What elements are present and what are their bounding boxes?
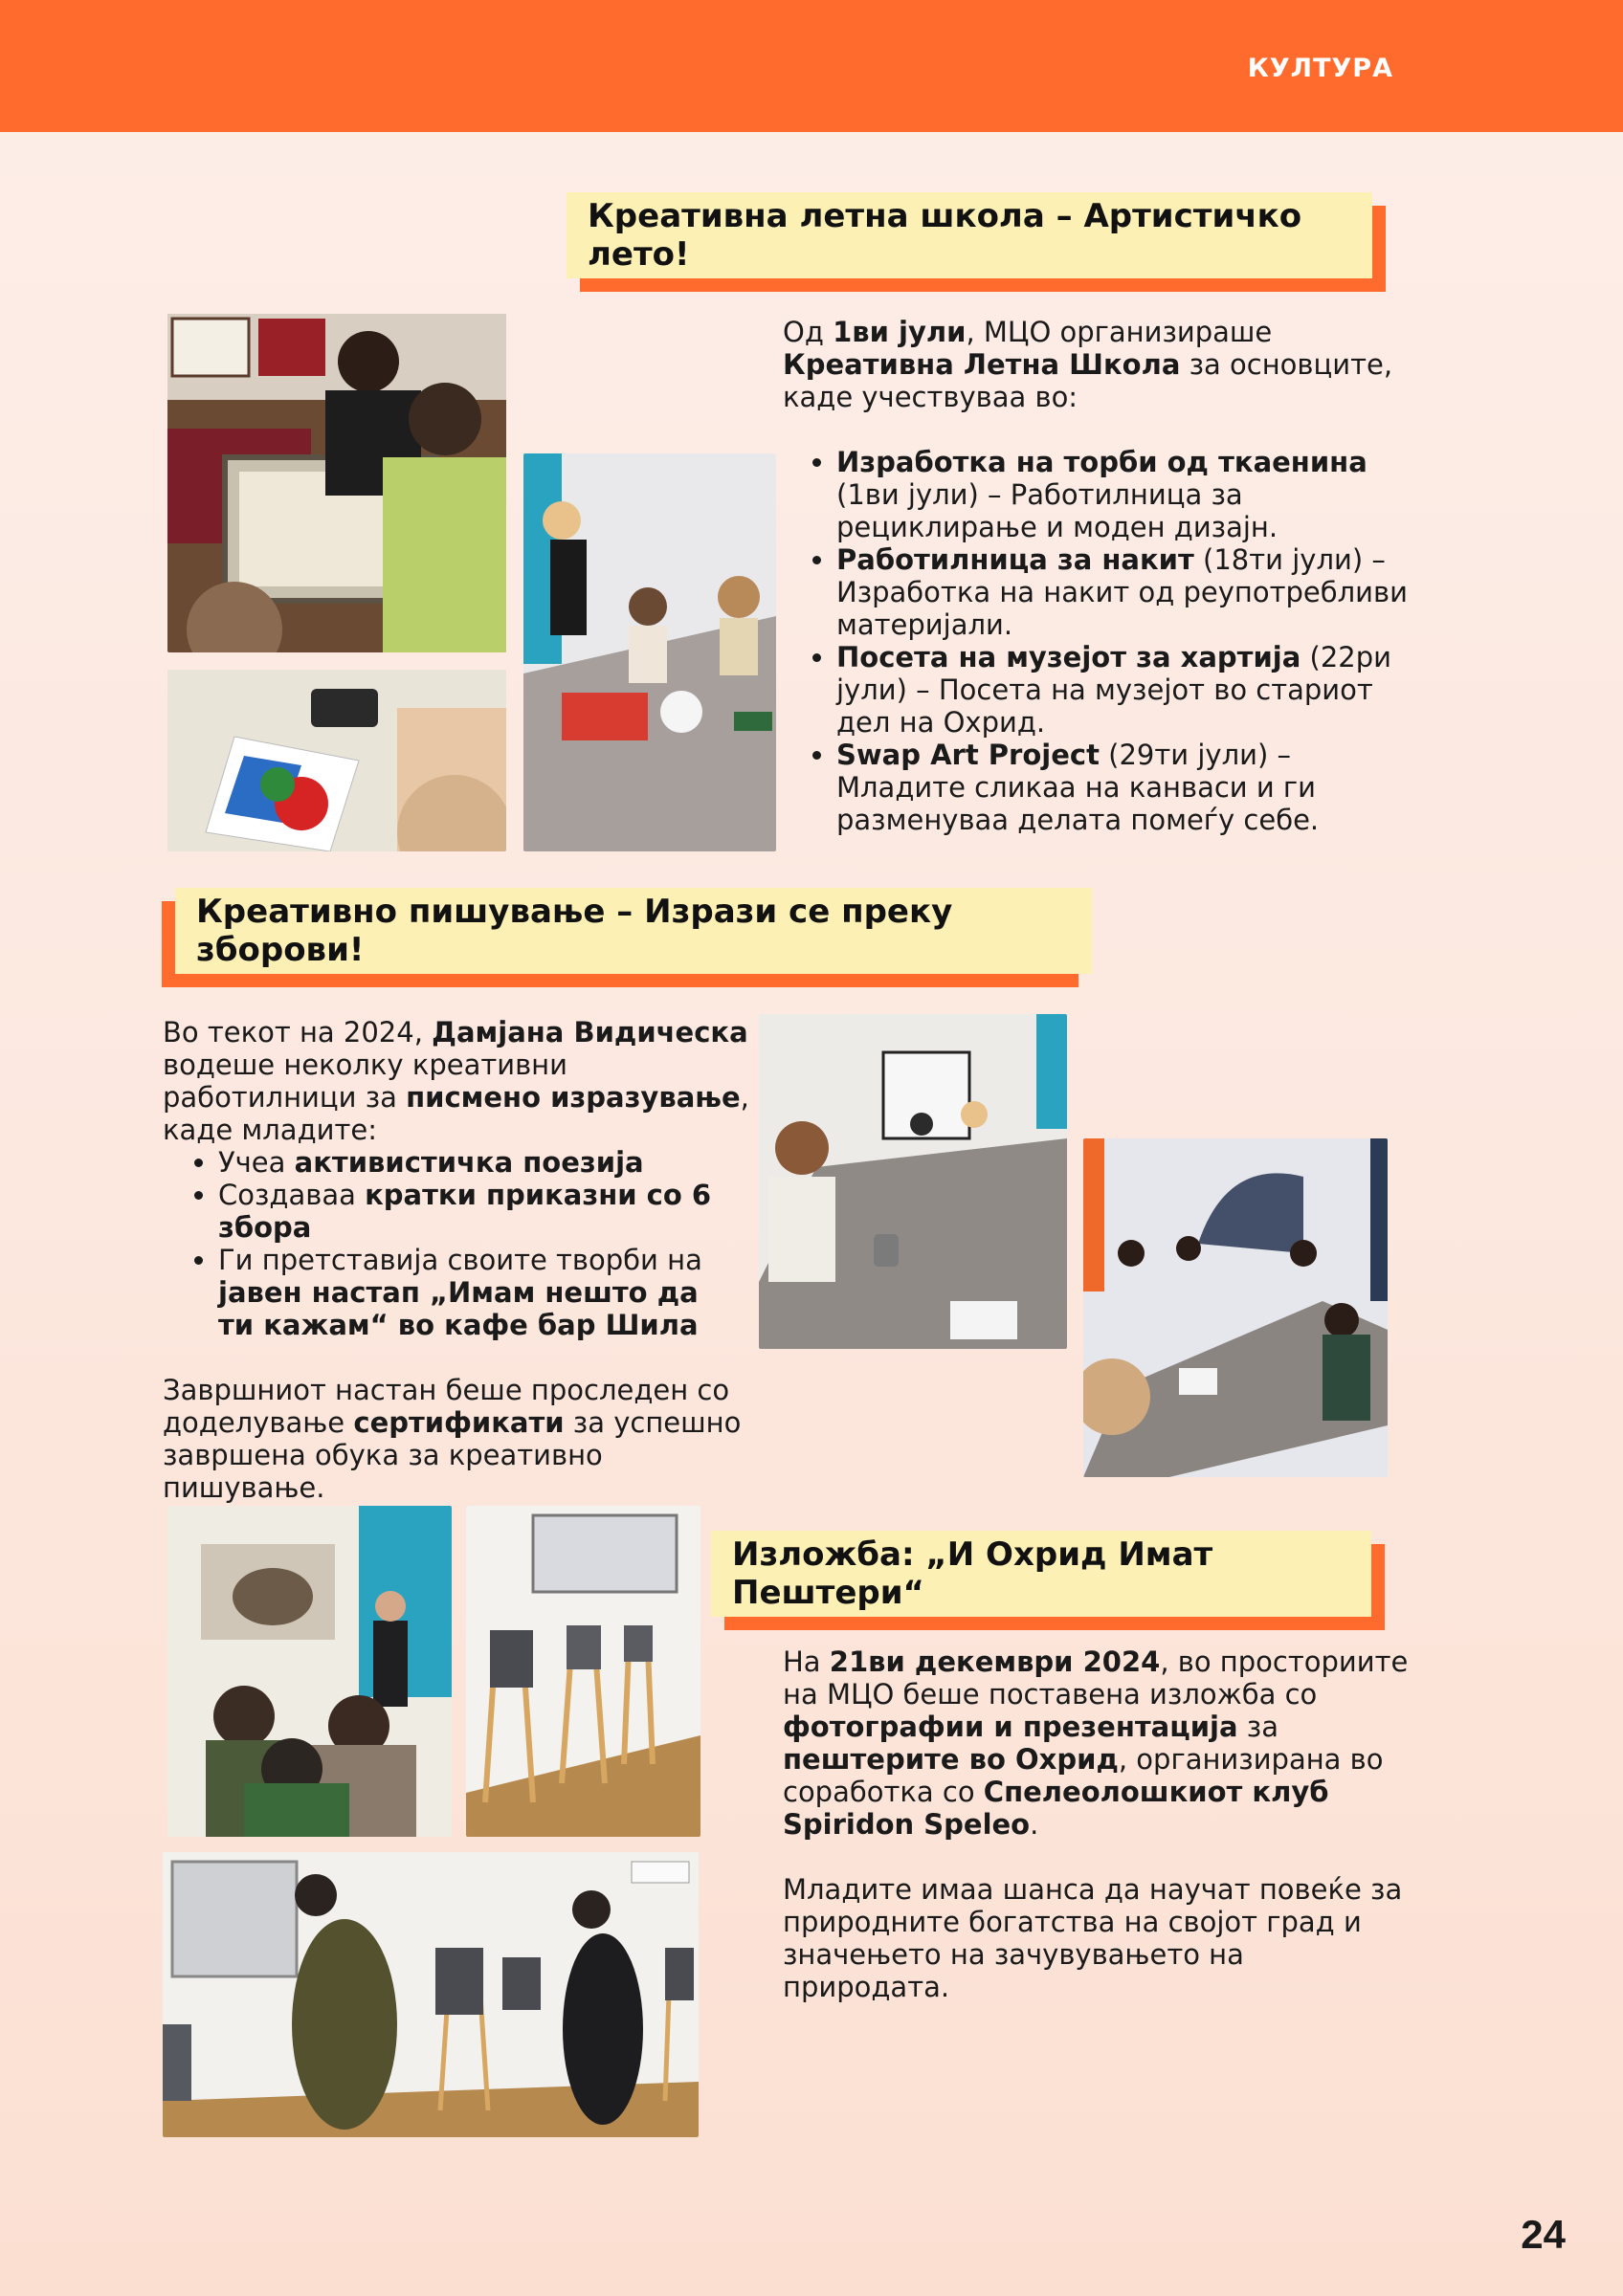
intro-text: Во текот на 2024, bbox=[163, 1016, 433, 1049]
list-item-bold: Работилница за накит bbox=[836, 543, 1194, 576]
para-text: за bbox=[1237, 1711, 1278, 1743]
list-item-text: Создаваа bbox=[218, 1179, 366, 1211]
section2-intro bbox=[163, 1016, 761, 1146]
list-item-text: (29ти јули) – Младите сликаа на канваси и ги разменуваа делата помеѓу себе. bbox=[836, 739, 1320, 836]
section3-title bbox=[711, 1531, 1371, 1617]
school-name: Креативна Летна Школа bbox=[783, 348, 1181, 381]
photo-writing-workshop-2 bbox=[1083, 1138, 1388, 1477]
intro-text: водеше неколку креативни работилници за bbox=[163, 1049, 567, 1114]
list-item bbox=[836, 641, 1414, 739]
section2-title bbox=[175, 888, 1092, 974]
list-item bbox=[218, 1179, 716, 1244]
photo-exhibition-easels bbox=[466, 1506, 700, 1837]
photo-workshop-paper bbox=[167, 314, 506, 652]
list-item bbox=[218, 1146, 716, 1179]
list-item bbox=[836, 446, 1414, 543]
list-item bbox=[836, 543, 1414, 641]
section3-title-text: Изложба: „И Охрид Имат Пештери“ bbox=[732, 1535, 1213, 1612]
list-item-bold: Изработка на торби од ткаенина bbox=[836, 446, 1367, 478]
para-text: На bbox=[783, 1645, 830, 1678]
intro-text: , каде младите: bbox=[163, 1081, 749, 1146]
list-item-text: (1ви јули) – Работилница за рециклирање и моден дизајн. bbox=[836, 478, 1278, 543]
list-item-bold: јавен настап „Имам нешто да ти кажам“ во кафе бар Шила bbox=[218, 1276, 699, 1341]
closing-text: за успешно завршена обука за креативно пишување. bbox=[163, 1406, 742, 1504]
intro-text: , МЦО организираше bbox=[966, 316, 1273, 348]
intro-text: за основците, каде учествуваа во: bbox=[783, 348, 1393, 413]
header-bar bbox=[0, 0, 1623, 132]
intro-date: 1ви јули bbox=[833, 316, 967, 348]
list-item bbox=[836, 739, 1414, 836]
para-text: , во просториите на МЦО беше поставена изложба со bbox=[783, 1645, 1409, 1711]
para-bold: пештерите во Охрид bbox=[783, 1743, 1119, 1776]
list-item-bold: активистичка поезија bbox=[294, 1146, 644, 1179]
closing-bold: сертификати bbox=[353, 1406, 565, 1439]
list-item-text: (22ри јули) – Посета на музејот во стариот дел на Охрид. bbox=[836, 641, 1392, 739]
list-item-text: Ги претставија своите творби на bbox=[218, 1244, 702, 1276]
page-number: 24 bbox=[1521, 2212, 1566, 2257]
photo-writing-workshop-1 bbox=[759, 1014, 1067, 1349]
section3-para-2: Младите имаа шанса да научат повеќе за природните богатства на својот град и значењето на зачувувањето на природата. bbox=[783, 1873, 1403, 2003]
closing-text: Завршниот настан беше проследен со доделување bbox=[163, 1374, 730, 1439]
section1-title bbox=[567, 192, 1372, 278]
exhibition-date: 21ви декември 2024 bbox=[829, 1645, 1161, 1678]
section3-body bbox=[783, 1645, 1414, 2003]
club-name: Спелеолошкиот клуб Spiridon Speleo bbox=[783, 1776, 1329, 1841]
list-item-bold: Посета на музејот за хартија bbox=[836, 641, 1301, 673]
photo-jewelry-workshop bbox=[523, 453, 776, 851]
photo-painting-canvas bbox=[167, 670, 506, 851]
para-text: . bbox=[1030, 1808, 1039, 1841]
section3-para-1 bbox=[783, 1645, 1414, 1841]
section2-closing bbox=[163, 1374, 761, 1504]
intro-text: Од bbox=[783, 316, 834, 348]
list-item-bold: Swap Art Project bbox=[836, 739, 1100, 771]
list-item-text: Учеа bbox=[218, 1146, 295, 1179]
section1-intro bbox=[783, 316, 1414, 413]
list-item-bold: кратки приказни со 6 збора bbox=[218, 1179, 712, 1244]
section1-list bbox=[783, 446, 1414, 836]
photo-exhibition-visitors bbox=[163, 1852, 699, 2137]
list-item-text: (18ти јули) – Изработка на накит од реупотребливи материјали. bbox=[836, 543, 1408, 641]
section2-list bbox=[163, 1146, 716, 1341]
section-label: КУЛТУРА bbox=[1247, 54, 1393, 83]
intro-bold: писмено изразување bbox=[406, 1081, 741, 1114]
para-bold: фотографии и презентација bbox=[783, 1711, 1238, 1743]
section1-body bbox=[783, 316, 1414, 836]
section2-body bbox=[163, 1016, 761, 1504]
photo-cave-presentation bbox=[167, 1506, 452, 1837]
mentor-name: Дамјана Видическа bbox=[432, 1016, 748, 1049]
list-item bbox=[218, 1244, 716, 1341]
section1-title-text: Креативна летна школа – Артистичко лето! bbox=[588, 197, 1302, 274]
para-text: , организирана во соработка со bbox=[783, 1743, 1384, 1808]
section2-title-text: Креативно пишување – Изрази се преку зборови! bbox=[196, 893, 953, 969]
